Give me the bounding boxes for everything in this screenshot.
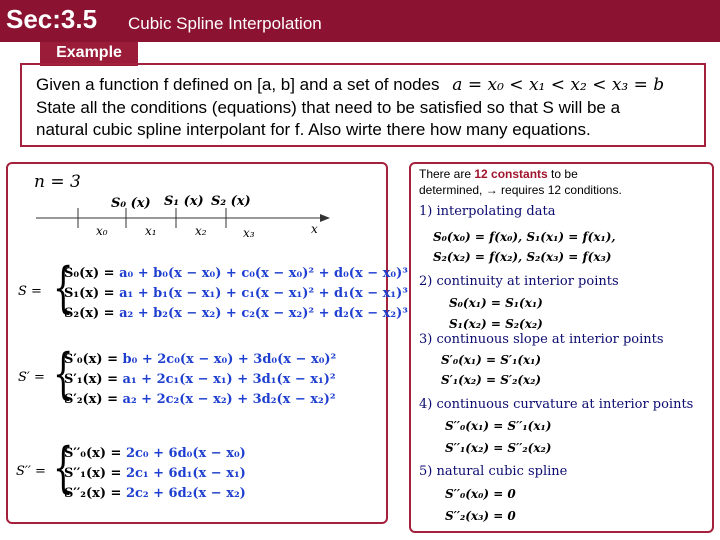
spline-definition-panel — [6, 162, 408, 524]
slide-subtitle: Cubic Spline Interpolation — [128, 14, 322, 33]
cond-interp-b: S₂(x₂) = f(x₂), S₂(x₃) = f(x₃) — [433, 250, 612, 264]
s1-double-prime-lhs: S′′₁(x) = — [64, 466, 126, 481]
intro-text-c: to be — [547, 167, 578, 181]
s0-double-prime-lhs: S′′₀(x) = — [64, 446, 126, 461]
segment-label-s2: S₂ (x) — [211, 194, 251, 209]
s0-lhs: S₀(x) = — [64, 266, 120, 281]
s2-double-prime-lhs: S′′₂(x) = — [64, 486, 126, 501]
title-bar — [0, 0, 720, 42]
intro-text-a: There are — [419, 167, 475, 181]
heading-continuity: 2) continuity at interior points — [419, 274, 619, 289]
nodes-ordering: a = x₀ < x₁ < x₂ < x₃ = b — [452, 75, 665, 95]
problem-line-1-text: Given a function f defined on [a, b] and a set of nodes — [36, 75, 440, 94]
s2-equation — [64, 306, 408, 321]
s1-double-prime-rhs: 2c₁ + 6d₁(x − x₁) — [125, 466, 246, 481]
cond-curvature-a: S′′₀(x₁) = S′′₁(x₁) — [445, 419, 552, 433]
intro-line-1 — [419, 167, 578, 181]
cond-natural-b: S′′₂(x₃) = 0 — [445, 509, 516, 523]
n-label: n = 3 — [34, 172, 81, 192]
s1-lhs: S₁(x) = — [64, 286, 120, 301]
heading-natural: 5) natural cubic spline — [419, 464, 568, 479]
segment-label-s0: S₀ (x) — [111, 196, 151, 211]
cond-curvature-b: S′′₁(x₂) = S′′₂(x₂) — [445, 441, 552, 455]
example-tab: Example — [40, 42, 138, 66]
s-double-prime-brace: { — [52, 436, 74, 499]
s2-double-prime-equation — [64, 486, 246, 501]
s-label: S = — [18, 284, 42, 299]
axis-arrow — [320, 214, 330, 222]
s-double-prime-label: S′′ = — [16, 464, 46, 479]
s2-prime-lhs: S′₂(x) = — [64, 392, 123, 407]
node-x1: x₁ — [145, 224, 157, 238]
s2-prime-equation — [64, 392, 336, 407]
conditions-panel — [409, 162, 714, 533]
s2-double-prime-rhs: 2c₂ + 6d₂(x − x₂) — [125, 486, 246, 501]
s2-rhs: a₂ + b₂(x − x₂) + c₂(x − x₂)² + d₂(x − x₂)³ — [119, 306, 408, 321]
problem-box — [20, 63, 706, 147]
intro-constants: 12 constants — [474, 167, 548, 181]
s2-prime-rhs: a₂ + 2c₂(x − x₂) + 3d₂(x − x₂)² — [122, 392, 336, 407]
s1-prime-lhs: S′₁(x) = — [64, 372, 123, 387]
s1-rhs: a₁ + b₁(x − x₁) + c₁(x − x₁)² + d₁(x − x₁)³ — [119, 286, 408, 301]
heading-interpolating: 1) interpolating data — [419, 204, 556, 219]
s0-prime-lhs: S′₀(x) = — [64, 352, 123, 367]
node-x2: x₂ — [195, 224, 207, 238]
cond-natural-a: S′′₀(x₀) = 0 — [445, 487, 516, 501]
cond-interp-a: S₀(x₀) = f(x₀), S₁(x₁) = f(x₁), — [433, 230, 616, 244]
segment-label-s1: S₁ (x) — [164, 194, 204, 209]
node-x3: x₃ — [243, 226, 255, 240]
problem-line-3: natural cubic spline interpolant for f. Also wirte there how many equations. — [36, 120, 591, 139]
s-prime-label: S′ = — [18, 370, 45, 385]
heading-curvature: 4) continuous curvature at interior points — [419, 397, 694, 412]
s2-lhs: S₂(x) = — [64, 306, 120, 321]
s0-double-prime-rhs: 2c₀ + 6d₀(x − x₀) — [125, 446, 246, 461]
s1-double-prime-equation — [64, 466, 246, 481]
s1-equation — [64, 286, 408, 301]
s0-prime-equation — [64, 352, 336, 367]
s1-prime-rhs: a₁ + 2c₁(x − x₁) + 3d₁(x − x₁)² — [122, 372, 336, 387]
s0-equation — [64, 266, 408, 281]
heading-slope: 3) continuous slope at interior points — [419, 332, 664, 347]
cond-continuity-a: S₀(x₁) = S₁(x₁) — [449, 296, 543, 310]
s0-prime-rhs: b₀ + 2c₀(x − x₀) + 3d₀(x − x₀)² — [122, 352, 337, 367]
s1-prime-equation — [64, 372, 336, 387]
problem-line-1 — [36, 75, 664, 95]
s0-rhs: a₀ + b₀(x − x₀) + c₀(x − x₀)² + d₀(x − x₀)³ — [119, 266, 408, 281]
s0-double-prime-equation — [64, 446, 246, 461]
problem-line-2: State all the conditions (equations) that need to be satisfied so that S will be a — [36, 98, 621, 117]
cond-continuity-b: S₁(x₂) = S₂(x₂) — [449, 317, 543, 331]
intro-line-2: determined, → requires 12 conditions. — [419, 183, 622, 197]
section-number: Sec:3.5 — [6, 4, 98, 34]
axis-label-x: x — [311, 222, 318, 236]
node-x0: x₀ — [96, 224, 108, 238]
cond-slope-b: S′₁(x₂) = S′₂(x₂) — [441, 373, 542, 387]
s-prime-brace: { — [52, 342, 74, 405]
cond-slope-a: S′₀(x₁) = S′₁(x₁) — [441, 353, 542, 367]
s-brace: { — [52, 256, 74, 319]
